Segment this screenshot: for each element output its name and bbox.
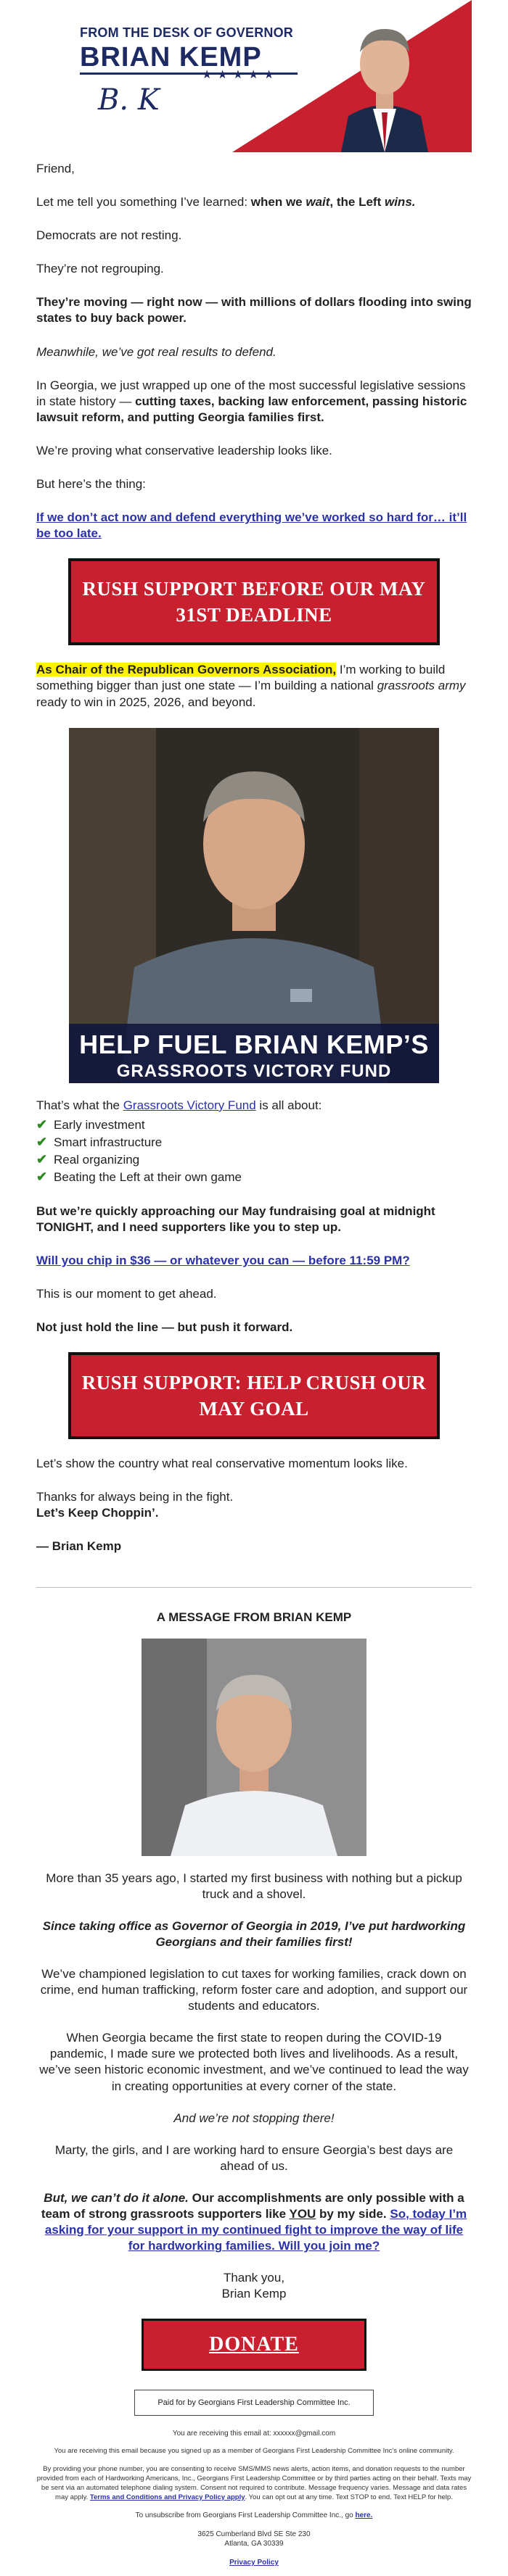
- text-bold: cutting taxes, backing law enforcement, passing historic lawsuit reform, and putting Georgia families first.: [36, 394, 467, 424]
- text-segment: I’m working to build something bigger than just one state — I’m building a national: [36, 663, 446, 693]
- paragraph-thanks: [36, 1489, 472, 1521]
- list-item-label: Beating the Left at their own game: [54, 1169, 242, 1184]
- message-p4: When Georgia became the first state to reopen during the COVID-19 pandemic, I made sure we protected both lives and livelihoods. As a result, we’ve seen historic economic investment, and we’ve continued to lead the way in creating opportunities at every corner of the state.: [39, 2031, 469, 2093]
- address-line-2: Atlanta, GA 30339: [224, 2540, 284, 2548]
- text-segment: In Georgia, we just wrapped up one of the most successful legislative sessions in state history —: [36, 378, 466, 408]
- paragraph-learned: [36, 194, 472, 210]
- message-section: [36, 1610, 472, 2371]
- paragraph-momentum: Let’s show the country what real conservative momentum looks like.: [36, 1457, 408, 1471]
- unsubscribe-text: To unsubscribe from Georgians First Leadership Committee Inc., go: [135, 2511, 356, 2520]
- paragraph-link-act-now: [36, 510, 472, 542]
- text-segment: , the Left: [329, 195, 385, 210]
- sms-disclaimer: [36, 2465, 472, 2502]
- mailing-address: [36, 2530, 472, 2549]
- list-item-label: Real organizing: [54, 1152, 140, 1167]
- checkmark-icon: ✔: [36, 1169, 48, 1184]
- list-item: [36, 1169, 472, 1186]
- governor-header-photo: [327, 7, 443, 152]
- text-segment: is all about:: [255, 1098, 322, 1112]
- text-bold: [251, 195, 416, 209]
- text-bold-italic: But, we can’t do it alone.: [44, 2190, 189, 2205]
- section-divider: [36, 1587, 472, 1588]
- list-item-label: Smart infrastructure: [54, 1135, 163, 1149]
- header-signature: B. K: [98, 83, 160, 117]
- text-bold: by my side.: [316, 2207, 390, 2221]
- fund-banner: [69, 1024, 439, 1083]
- checklist: [36, 1117, 472, 1186]
- receiving-reason: You are receiving this email because you signed up as a member of Georgians First Leadership Committee Inc’s online community.: [54, 2447, 454, 2456]
- paragraph-not-resting: Democrats are not resting.: [36, 228, 182, 243]
- text-segment: That’s what the: [36, 1098, 123, 1112]
- checkmark-icon: ✔: [36, 1151, 48, 1167]
- checkmark-icon: ✔: [36, 1117, 48, 1132]
- receiving-email: You are receiving this email at: xxxxxx@gmail.com: [172, 2429, 336, 2438]
- header-desk-text: FROM THE DESK OF GOVERNOR: [80, 25, 294, 40]
- message-p7: [36, 2190, 472, 2254]
- paragraph-moment: This is our moment to get ahead.: [36, 1286, 217, 1301]
- text-italic: grassroots army: [377, 679, 466, 693]
- terms-privacy-link[interactable]: Terms and Conditions and Privacy Policy apply: [89, 2493, 245, 2501]
- message-p5: And we’re not stopping there!: [173, 2111, 335, 2125]
- paragraph-results: Meanwhile, we’ve got real results to defend.: [36, 344, 276, 359]
- text-segment: ready to win in 2025, 2026, and beyond.: [36, 695, 256, 709]
- header-name: BRIAN KEMP: [80, 42, 262, 73]
- banner-line-2: GRASSROOTS VICTORY FUND: [116, 1061, 392, 1082]
- sms-text-end: . You can opt out at any time. Text STOP to end. Text HELP for help.: [245, 2493, 453, 2501]
- list-item: [36, 1134, 472, 1151]
- donate-button[interactable]: DONATE: [142, 2319, 366, 2371]
- letter-signoff: — Brian Kemp: [36, 1539, 122, 1554]
- keep-choppin-line: Let’s Keep Choppin’.: [36, 1506, 159, 1520]
- unsubscribe-link[interactable]: here.: [355, 2511, 373, 2520]
- paragraph-rga-chair: [36, 662, 472, 710]
- privacy-policy-link[interactable]: Privacy Policy: [229, 2558, 279, 2567]
- crush-may-goal-button[interactable]: RUSH SUPPORT: HELP CRUSH OUR MAY GOAL: [69, 1353, 439, 1438]
- thanks-text: Thank you,: [223, 2271, 285, 2285]
- paragraph-proving: We’re proving what conservative leadership looks like.: [36, 443, 332, 457]
- paid-for-box: Paid for by Georgians First Leadership Committee Inc.: [134, 2390, 374, 2416]
- checkmark-icon: ✔: [36, 1134, 48, 1149]
- paragraph-moving: They’re moving — right now — with millions of dollars flooding into swing states to buy back power.: [36, 295, 472, 326]
- message-signoff: [36, 2270, 472, 2302]
- text-you: YOU: [289, 2207, 316, 2221]
- text-segment: when we: [250, 195, 306, 210]
- paragraph-the-thing: But here’s the thing:: [36, 477, 146, 492]
- text-bold: Our accomplishments are only possible with a team of strong grassroots supporters like: [41, 2190, 464, 2221]
- signoff-name: Brian Kemp: [221, 2287, 287, 2301]
- message-p1: More than 35 years ago, I started my first business with nothing but a pickup truck and a shovel.: [46, 1871, 462, 1901]
- text-italic: wins.: [384, 195, 416, 210]
- list-item-label: Early investment: [54, 1117, 145, 1132]
- header-stars: ★★★★★: [202, 69, 279, 81]
- greeting: Friend,: [36, 162, 75, 175]
- rush-support-deadline-button[interactable]: RUSH SUPPORT BEFORE OUR MAY 31ST DEADLINE: [69, 559, 439, 645]
- message-p2: Since taking office as Governor of Georgia in 2019, I’ve put hardworking Georgians and their families first!: [42, 1918, 466, 1949]
- message-heading: A MESSAGE FROM BRIAN KEMP: [156, 1610, 352, 1624]
- message-p3: We’ve championed legislation to cut taxes for working families, crack down on crime, end human trafficking, reform foster care and adoption, and support our students and educators.: [40, 1967, 468, 2013]
- privacy-line: [36, 2558, 472, 2568]
- paragraph-push-forward: Not just hold the line — but push it forward.: [36, 1320, 293, 1335]
- kemp-portrait: [142, 1639, 366, 1856]
- paragraph-fund-about: [36, 1098, 472, 1114]
- grassroots-victory-fund-link[interactable]: Grassroots Victory Fund: [123, 1098, 256, 1112]
- unsubscribe-line: [36, 2511, 472, 2521]
- highlighted-text: As Chair of the Republican Governors Association,: [36, 663, 337, 677]
- text-italic: wait: [306, 195, 330, 210]
- text-segment: Let me tell you something I’ve learned:: [36, 195, 251, 210]
- join-me-link[interactable]: So, today I’m asking for your support in my continued fight to improve the way of life for hardworking families. Will you join me?: [44, 2207, 467, 2253]
- email-header: [36, 0, 472, 152]
- paragraph-not-regrouping: They’re not regrouping.: [36, 262, 164, 276]
- thanks-line: Thanks for always being in the fight.: [36, 1490, 234, 1504]
- sms-text: By providing your phone number, you are consenting to receive SMS/MMS news alerts, action items, and donation requests to the number provided from each of Hardworking Americans, Inc., Georgians First Leadership Committee or by third parties acting on their behalf. Texts may be sent via an automated telephone dialing system. Consent not required to contribute. Message frequency varies. Message and data rates may apply.: [36, 2465, 472, 2501]
- address-line-1: 3625 Cumberland Blvd SE Ste 230: [197, 2530, 311, 2538]
- paragraph-may-goal: But we’re quickly approaching our May fundraising goal at midnight TONIGHT, and I need supporters like you to step up.: [36, 1204, 435, 1234]
- portrait-image: [142, 1639, 366, 1856]
- act-now-link[interactable]: If we don’t act now and defend everything we’ve worked so hard for… it’ll be too late.: [36, 510, 467, 541]
- message-p6: Marty, the girls, and I are working hard to ensure Georgia’s best days are ahead of us.: [54, 2142, 454, 2173]
- paragraph-session: [36, 378, 472, 426]
- list-item: [36, 1117, 472, 1134]
- list-item: [36, 1151, 472, 1169]
- letter-body: [0, 152, 508, 2567]
- paragraph-chip-in: [36, 1253, 472, 1269]
- email-footer: [36, 2429, 472, 2568]
- grassroots-fund-photo[interactable]: [69, 728, 439, 1083]
- banner-line-1: HELP FUEL BRIAN KEMP’S: [79, 1029, 429, 1059]
- chip-in-link[interactable]: Will you chip in $36 — or whatever you can — before 11:59 PM?: [36, 1253, 410, 1267]
